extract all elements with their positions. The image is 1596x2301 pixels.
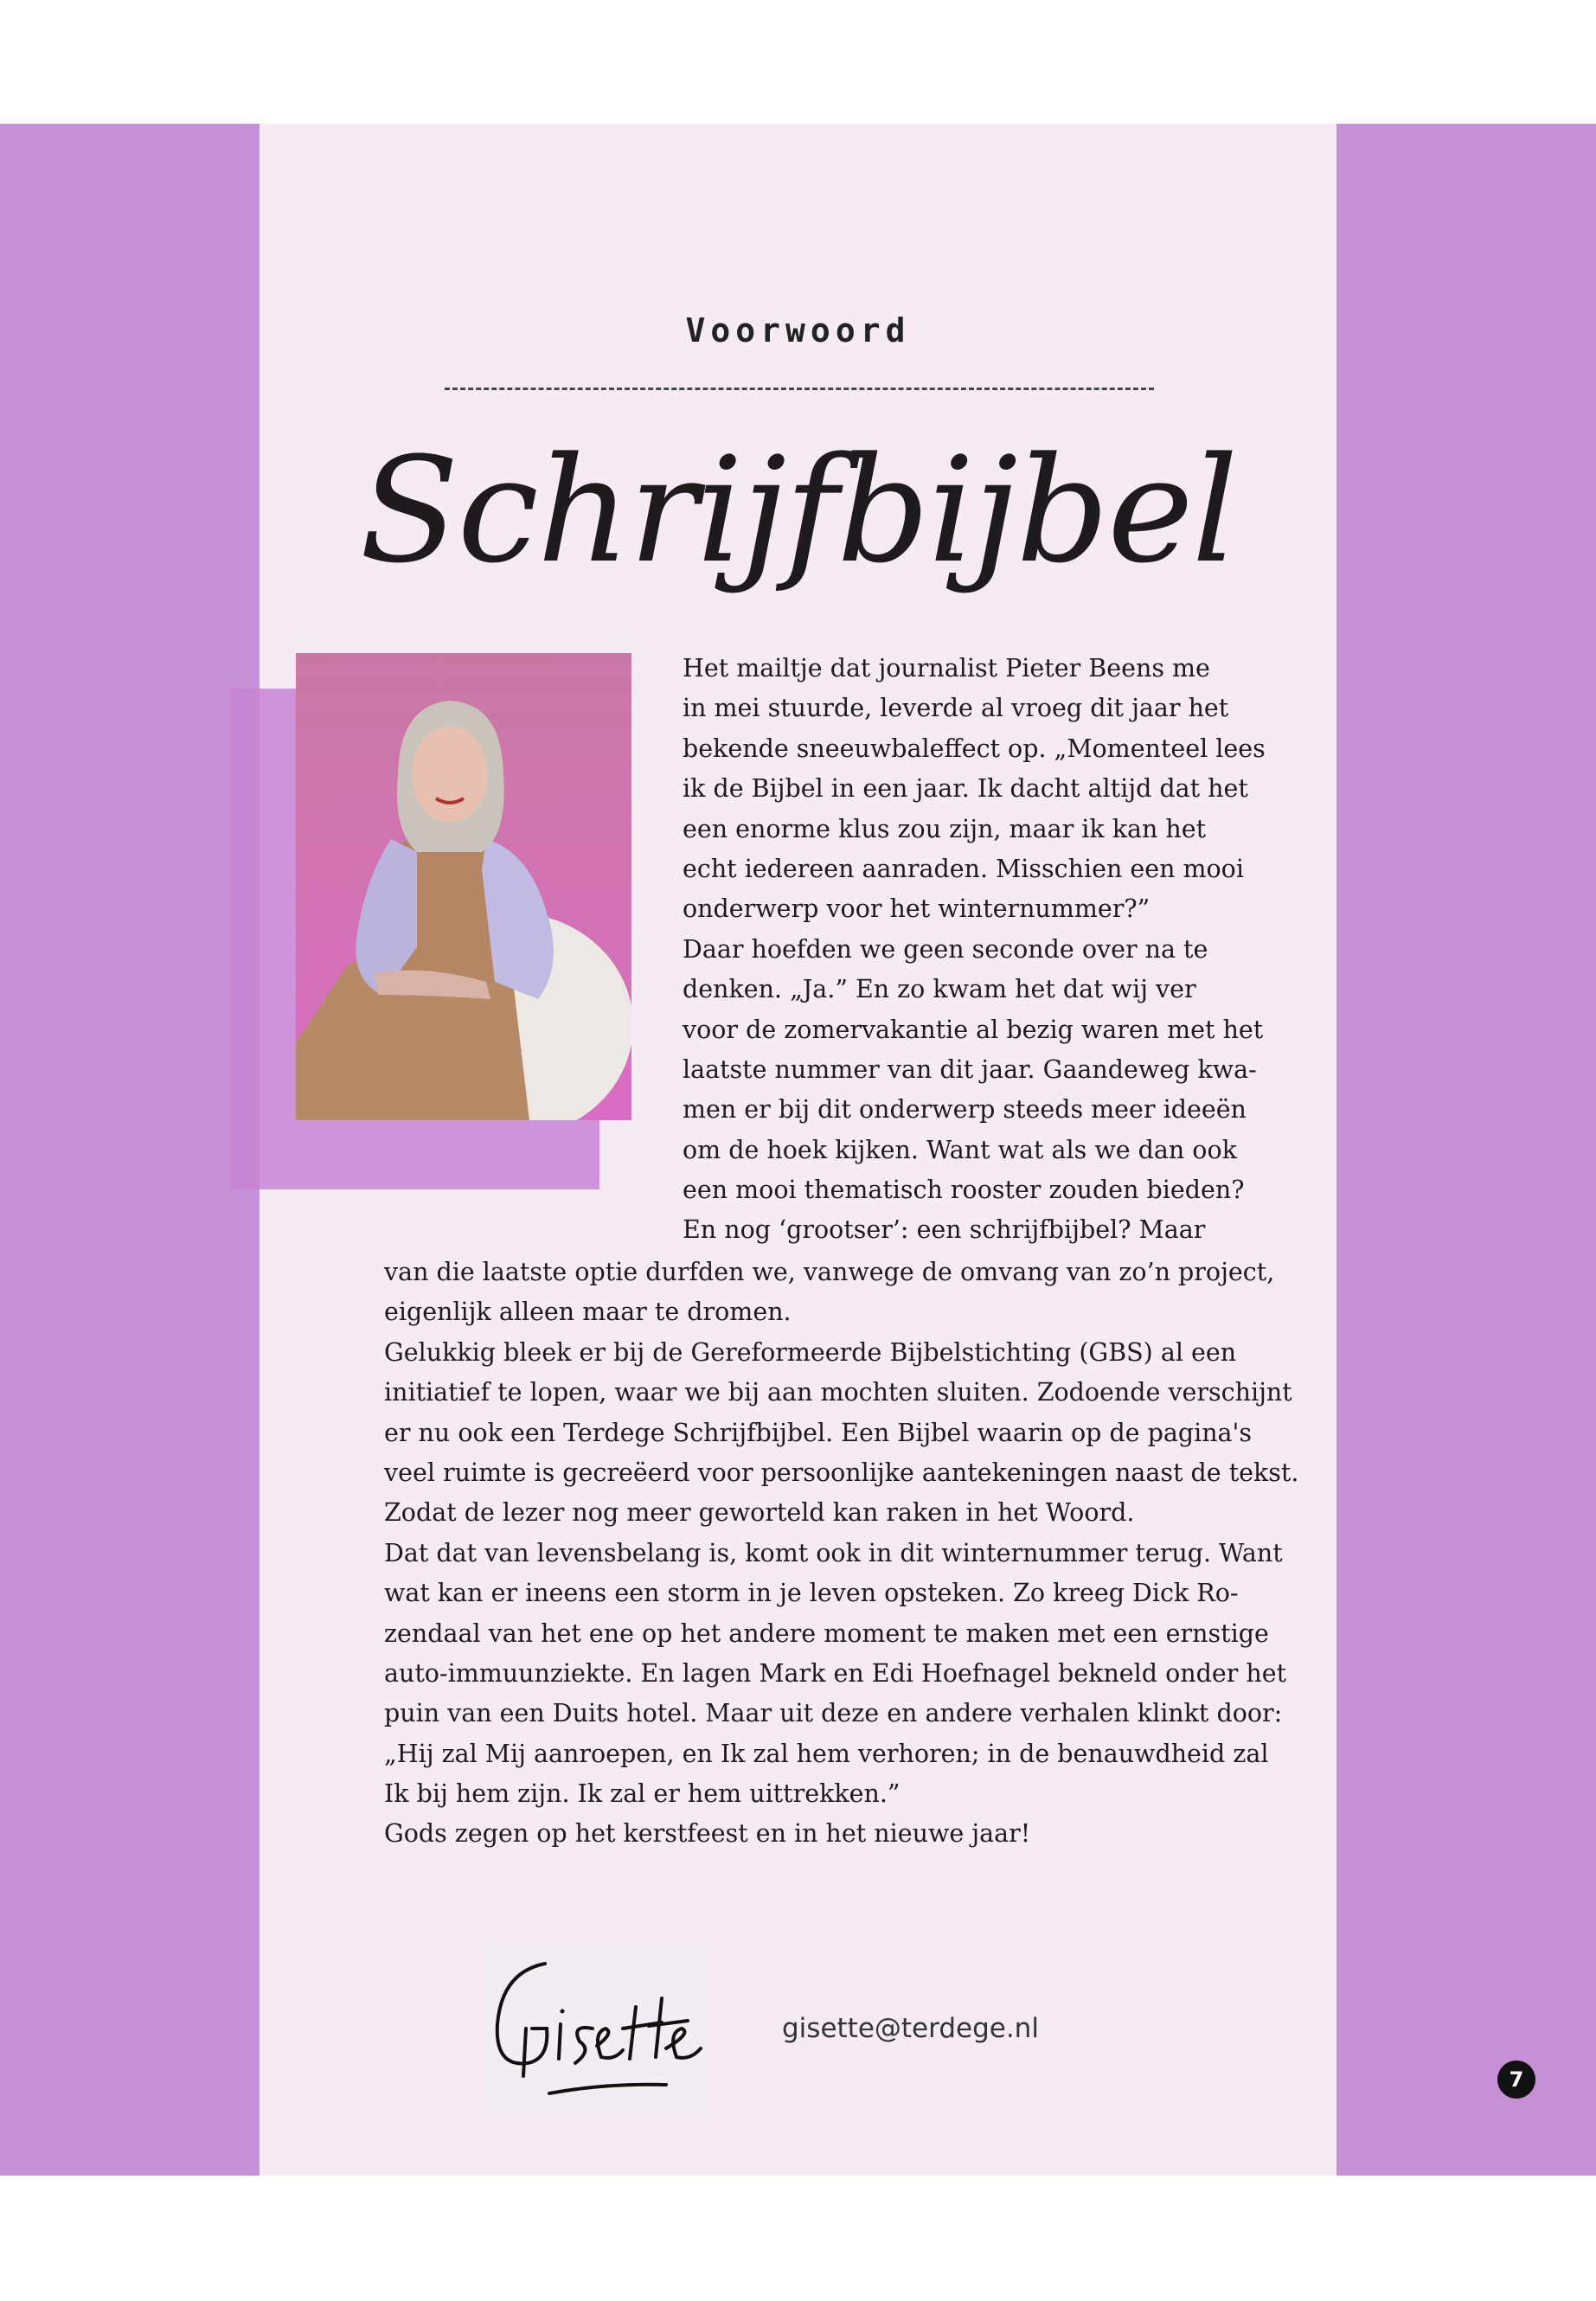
intro-column-line: een enorme klus zou zijn, maar ik kan het xyxy=(683,814,1207,843)
main-body-text xyxy=(384,1253,1298,1855)
body-text-line: Zodat de lezer nog meer geworteld kan raken in het Woord. xyxy=(384,1498,1135,1528)
section-kicker: Voorwoord xyxy=(685,311,911,349)
intro-column-line: om de hoek kijken. Want wat als we dan ook xyxy=(683,1135,1237,1164)
intro-column-text xyxy=(683,649,1266,1251)
dashed-divider xyxy=(445,388,1154,390)
intro-column-line: bekende sneeuwbaleffect op. „Momenteel lees xyxy=(683,734,1266,763)
body-text-line: wat kan er ineens een storm in je leven opsteken. Zo kreeg Dick Ro- xyxy=(384,1579,1239,1608)
intro-column-line: men er bij dit onderwerp steeds meer ideeën xyxy=(683,1095,1247,1125)
body-text-line: van die laatste optie durfden we, vanwege de omvang van zo’n project, xyxy=(384,1258,1275,1286)
body-text-line: eigenlijk alleen maar te dromen. xyxy=(384,1298,792,1327)
intro-column-line: ik de Bijbel in een jaar. Ik dacht altijd dat het xyxy=(683,774,1248,804)
body-text-line: initiatief te lopen, waar we bij aan mochten sluiten. Zodoende verschijnt xyxy=(384,1378,1292,1407)
signature-icon xyxy=(484,1946,709,2111)
page-number: 7 xyxy=(1497,2061,1535,2099)
body-text-line: „Hij zal Mij aanroepen, en Ik zal hem verhoren; in de benauwdheid zal xyxy=(384,1739,1269,1768)
intro-column-line: in mei stuurde, leverde al vroeg dit jaar het xyxy=(683,694,1229,723)
body-text-line: Dat dat van levensbelang is, komt ook in dit winternummer terug. Want xyxy=(384,1538,1283,1567)
author-photo xyxy=(296,653,631,1120)
intro-column-line: voor de zomervakantie al bezig waren met het xyxy=(683,1015,1264,1044)
handwritten-signature xyxy=(484,1946,709,2111)
body-text-line: Ik bij hem zijn. Ik zal er hem uittrekken.” xyxy=(384,1779,901,1809)
intro-column-line: denken. „Ja.” En zo kwam het dat wij ver xyxy=(683,975,1196,1004)
intro-column-line: een mooi thematisch rooster zouden bieden? xyxy=(683,1176,1245,1205)
body-text-line: puin van een Duits hotel. Maar uit deze en andere verhalen klinkt door: xyxy=(384,1699,1283,1728)
portrait-photo-icon xyxy=(296,653,631,1120)
body-text-line: er nu ook een Terdege Schrijfbijbel. Een Bijbel waarin op de pagina's xyxy=(384,1418,1253,1447)
author-email[interactable]: gisette@terdege.nl xyxy=(782,2013,1039,2044)
intro-column-line: laatste nummer van dit jaar. Gaandeweg kwa- xyxy=(683,1054,1257,1084)
intro-column-line: onderwerp voor het winternummer?” xyxy=(683,894,1151,924)
body-text-line: Gods zegen op het kerstfeest en in het nieuwe jaar! xyxy=(384,1819,1031,1849)
page-title: Schrijfbijbel xyxy=(359,426,1237,595)
intro-column-line: echt iedereen aanraden. Misschien een mooi xyxy=(683,854,1244,883)
body-text-line: Gelukkig bleek er bij de Gereformeerde Bijbelstichting (GBS) al een xyxy=(384,1337,1237,1367)
intro-column-line: Het mailtje dat journalist Pieter Beens me xyxy=(683,654,1210,683)
body-text-line: auto-immuunziekte. En lagen Mark en Edi Hoefnagel bekneld onder het xyxy=(384,1658,1287,1688)
body-text-line: zendaal van het ene op het andere moment te maken met een ernstige xyxy=(384,1618,1269,1648)
intro-column-line: En nog ‘grootser’: een schrijfbijbel? Maar xyxy=(683,1215,1206,1245)
body-text-line: veel ruimte is gecreëerd voor persoonlijke aantekeningen naast de tekst. xyxy=(384,1458,1299,1487)
intro-column-line: Daar hoefden we geen seconde over na te xyxy=(683,934,1208,964)
